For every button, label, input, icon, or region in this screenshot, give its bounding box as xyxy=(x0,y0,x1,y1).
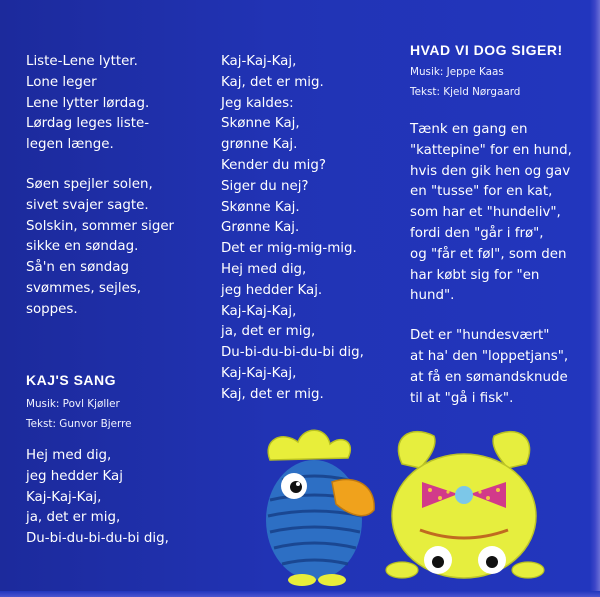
lyric-line: Liste-Lene lytter. xyxy=(26,54,138,69)
lyric-line: har købt sig for "en xyxy=(410,267,540,283)
stanza-1 xyxy=(410,120,572,307)
lyric-line: Kaj-Kaj-Kaj, xyxy=(26,489,102,505)
lyric-line: Kaj, det er mig. xyxy=(221,74,324,90)
lyric-line: grønne Kaj. xyxy=(221,137,298,153)
song-title: KAJ'S SANG xyxy=(26,372,117,388)
lyric-line: Kender du mig? xyxy=(221,157,326,173)
lyric-line: Skønne Kaj, xyxy=(221,116,300,132)
lyric-line: Du-bi-du-bi-du-bi dig, xyxy=(26,531,169,547)
lyric-line: Lone leger xyxy=(26,74,97,90)
lyrics-credit: Tekst: Gunvor Bjerre xyxy=(26,418,132,430)
lyric-line: Hej med dig, xyxy=(26,448,112,463)
stanza-2 xyxy=(26,175,174,321)
page-edge-right xyxy=(590,0,600,597)
lyric-line: og "får et føl", som den xyxy=(410,246,567,262)
lyrics-credit: Tekst: Kjeld Nørgaard xyxy=(410,86,521,98)
lyric-line: Grønne Kaj. xyxy=(221,220,300,236)
lyric-line: hvis den gik hen og gav xyxy=(410,163,571,179)
music-credit: Musik: Jeppe Kaas xyxy=(410,66,504,78)
lyric-line: Solskin, sommer siger xyxy=(26,218,175,234)
bird-puppet-illustration xyxy=(266,430,374,586)
lyric-line: Kaj-Kaj-Kaj, xyxy=(221,365,297,381)
lyric-line: Kaj, det er mig. xyxy=(221,386,324,402)
lyric-line: Så'n en søndag xyxy=(26,260,129,276)
lyric-line: Skønne Kaj. xyxy=(221,199,300,215)
lyric-line: Jeg kaldes: xyxy=(221,95,294,111)
lyric-line: sikke en søndag. xyxy=(26,239,139,255)
column-2 xyxy=(221,52,364,406)
lyric-line: "kattepine" for en hund, xyxy=(410,142,572,158)
lyric-line: jeg hedder Kaj. xyxy=(221,282,323,298)
stanza-2 xyxy=(410,326,572,409)
music-credit: Musik: Povl Kjøller xyxy=(26,398,120,410)
hvad-vi-dog-siger-section xyxy=(410,42,572,409)
lyric-line: Lene lytter lørdag. xyxy=(26,95,150,111)
lyric-line: Det er "hundesvært" xyxy=(410,328,550,344)
lyric-line: hund". xyxy=(410,288,455,304)
lyric-line: soppes. xyxy=(26,301,78,317)
lyric-line: ja, det er mig, xyxy=(221,324,316,340)
lyric-line: Lørdag leges liste- xyxy=(26,116,150,132)
lyric-line: Søen spejler solen, xyxy=(26,176,153,192)
song-title: HVAD VI DOG SIGER! xyxy=(410,42,563,58)
frog-puppet-illustration xyxy=(386,432,544,578)
stanza-1 xyxy=(26,52,174,156)
page-edge-bottom xyxy=(0,591,600,597)
lyric-line: at ha' den "loppetjans", xyxy=(410,348,569,364)
lyric-line: Det er mig-mig-mig. xyxy=(221,241,357,257)
lyric-line: Kaj-Kaj-Kaj, xyxy=(221,54,297,69)
column-1 xyxy=(26,52,174,321)
lyric-line: svømmes, sejles, xyxy=(26,280,142,296)
lyric-line: at få en sømandsknude xyxy=(410,369,568,385)
lyric-line: som har et "hundeliv", xyxy=(410,205,561,221)
lyric-line: fordi den "går i frø", xyxy=(410,225,544,241)
lyric-line: legen længe. xyxy=(26,137,114,153)
lyric-line: Du-bi-du-bi-du-bi dig, xyxy=(221,345,364,361)
lyric-line: til at "gå i fisk". xyxy=(410,390,514,406)
kajs-sang-section xyxy=(26,372,169,550)
lyric-line: Siger du nej? xyxy=(221,178,309,194)
lyric-line: en "tusse" for en kat, xyxy=(410,184,553,200)
lyric-line: Hej med dig, xyxy=(221,261,307,277)
lyric-line: Kaj-Kaj-Kaj, xyxy=(221,303,297,319)
lyric-line: Tænk en gang en xyxy=(410,122,528,137)
lyric-line: ja, det er mig, xyxy=(26,510,121,526)
lyric-line: jeg hedder Kaj xyxy=(26,468,123,484)
puppets-illustration xyxy=(252,420,572,590)
lyric-line: sivet svajer sagte. xyxy=(26,197,149,213)
